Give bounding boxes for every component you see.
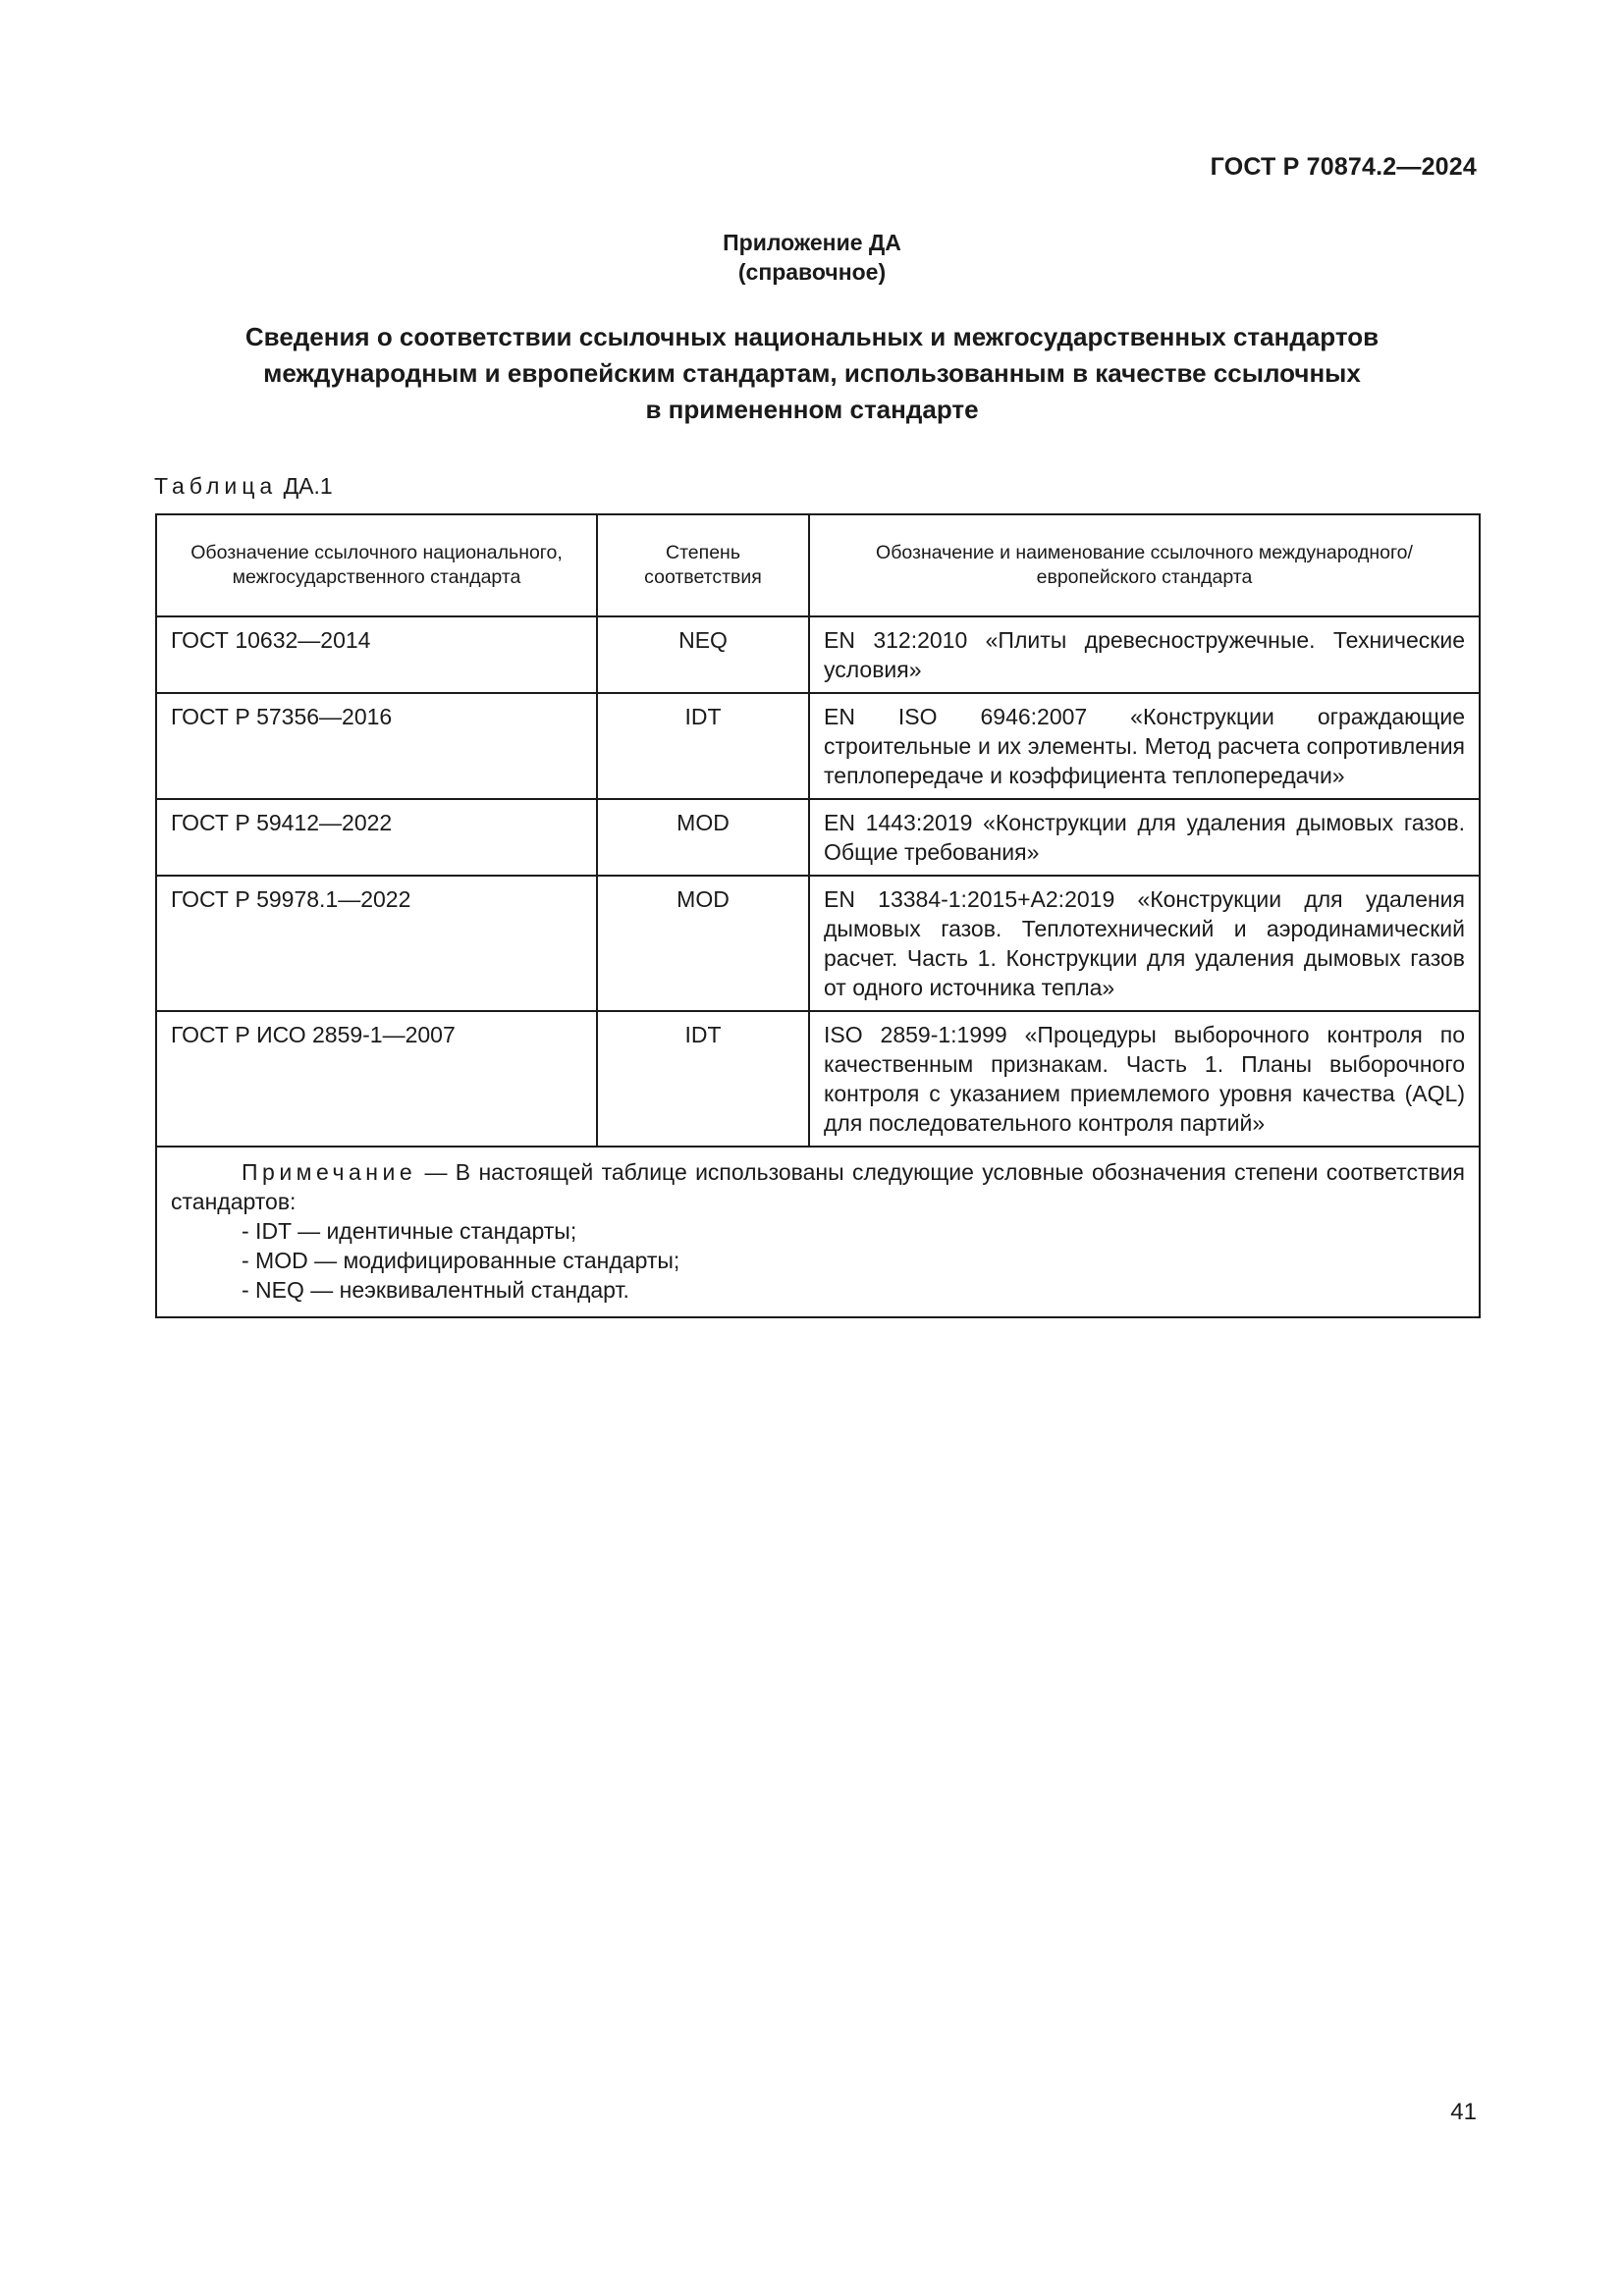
cell-degree: MOD [597,876,809,1011]
note-paragraph [171,1157,1465,1216]
table-header-row [156,514,1480,616]
note-heading: Примечание [242,1159,417,1185]
note-item: - NEQ — неэквивалентный стандарт. [242,1277,629,1303]
page-number: 41 [1450,2099,1477,2125]
section-title-line-2: международным и европейским стандартам, использованным в качестве ссылочных [263,358,1361,388]
annex-heading [0,228,1624,287]
table-note [156,1147,1480,1317]
cell-name: EN 312:2010 «Плиты древесностружечные. Технические условия» [809,616,1480,693]
section-title-line-1: Сведения о соответствии ссылочных национальных и межгосударственных стандартов [244,322,1380,351]
header-national-standard: Обозначение ссылочного национального, межгосударственного стандарта [156,514,597,616]
note-item: - MOD — модифицированные стандарты; [242,1248,680,1273]
table-row [156,876,1480,1011]
section-title [157,319,1467,428]
table-caption-word: Таблица [154,473,278,499]
table-caption [154,473,333,500]
cell-degree: IDT [597,693,809,799]
cell-code: ГОСТ Р ИСО 2859-1—2007 [156,1011,597,1147]
cell-name: EN 1443:2019 «Конструкции для удаления дымовых газов. Общие требования» [809,799,1480,876]
note-text: — В настоящей таблице использованы следующие условные обозначения степени соответствия стандартов: [171,1159,1465,1214]
cell-name: EN 13384-1:2015+A2:2019 «Конструкции для удаления дымовых газов. Теплотехнический и аэродинамический расчет. Часть 1. Конструкции для удаления дымовых газов от одного источника тепла» [809,876,1480,1011]
cell-code: ГОСТ Р 59978.1—2022 [156,876,597,1011]
annex-subtitle: (справочное) [737,259,887,285]
cell-degree: IDT [597,1011,809,1147]
cell-name: EN ISO 6946:2007 «Конструкции ограждающие строительные и их элементы. Метод расчета сопротивления теплопередаче и коэффициента теплопередачи» [809,693,1480,799]
table-row [156,799,1480,876]
cell-code: ГОСТ Р 57356—2016 [156,693,597,799]
cell-degree: NEQ [597,616,809,693]
cell-name: ISO 2859-1:1999 «Процедуры выборочного контроля по качественным признакам. Часть 1. Планы выборочного контроля с указанием приемлемого уровня качества (AQL) для последовательного контроля партий» [809,1011,1480,1147]
standards-table [155,513,1481,1318]
cell-code: ГОСТ 10632—2014 [156,616,597,693]
table-row [156,616,1480,693]
cell-code: ГОСТ Р 59412—2022 [156,799,597,876]
cell-degree: MOD [597,799,809,876]
document-code: ГОСТ Р 70874.2—2024 [1210,153,1477,181]
table-note-row [156,1147,1480,1317]
table-row [156,1011,1480,1147]
note-item: - IDT — идентичные стандарты; [242,1218,577,1244]
header-international-standard: Обозначение и наименование ссылочного международного/ европейского стандарта [809,514,1480,616]
header-degree: Степень соответствия [597,514,809,616]
section-title-line-3: в примененном стандарте [645,395,979,424]
table-caption-number: ДА.1 [283,473,333,499]
table-row [156,693,1480,799]
annex-title: Приложение ДА [723,230,901,255]
